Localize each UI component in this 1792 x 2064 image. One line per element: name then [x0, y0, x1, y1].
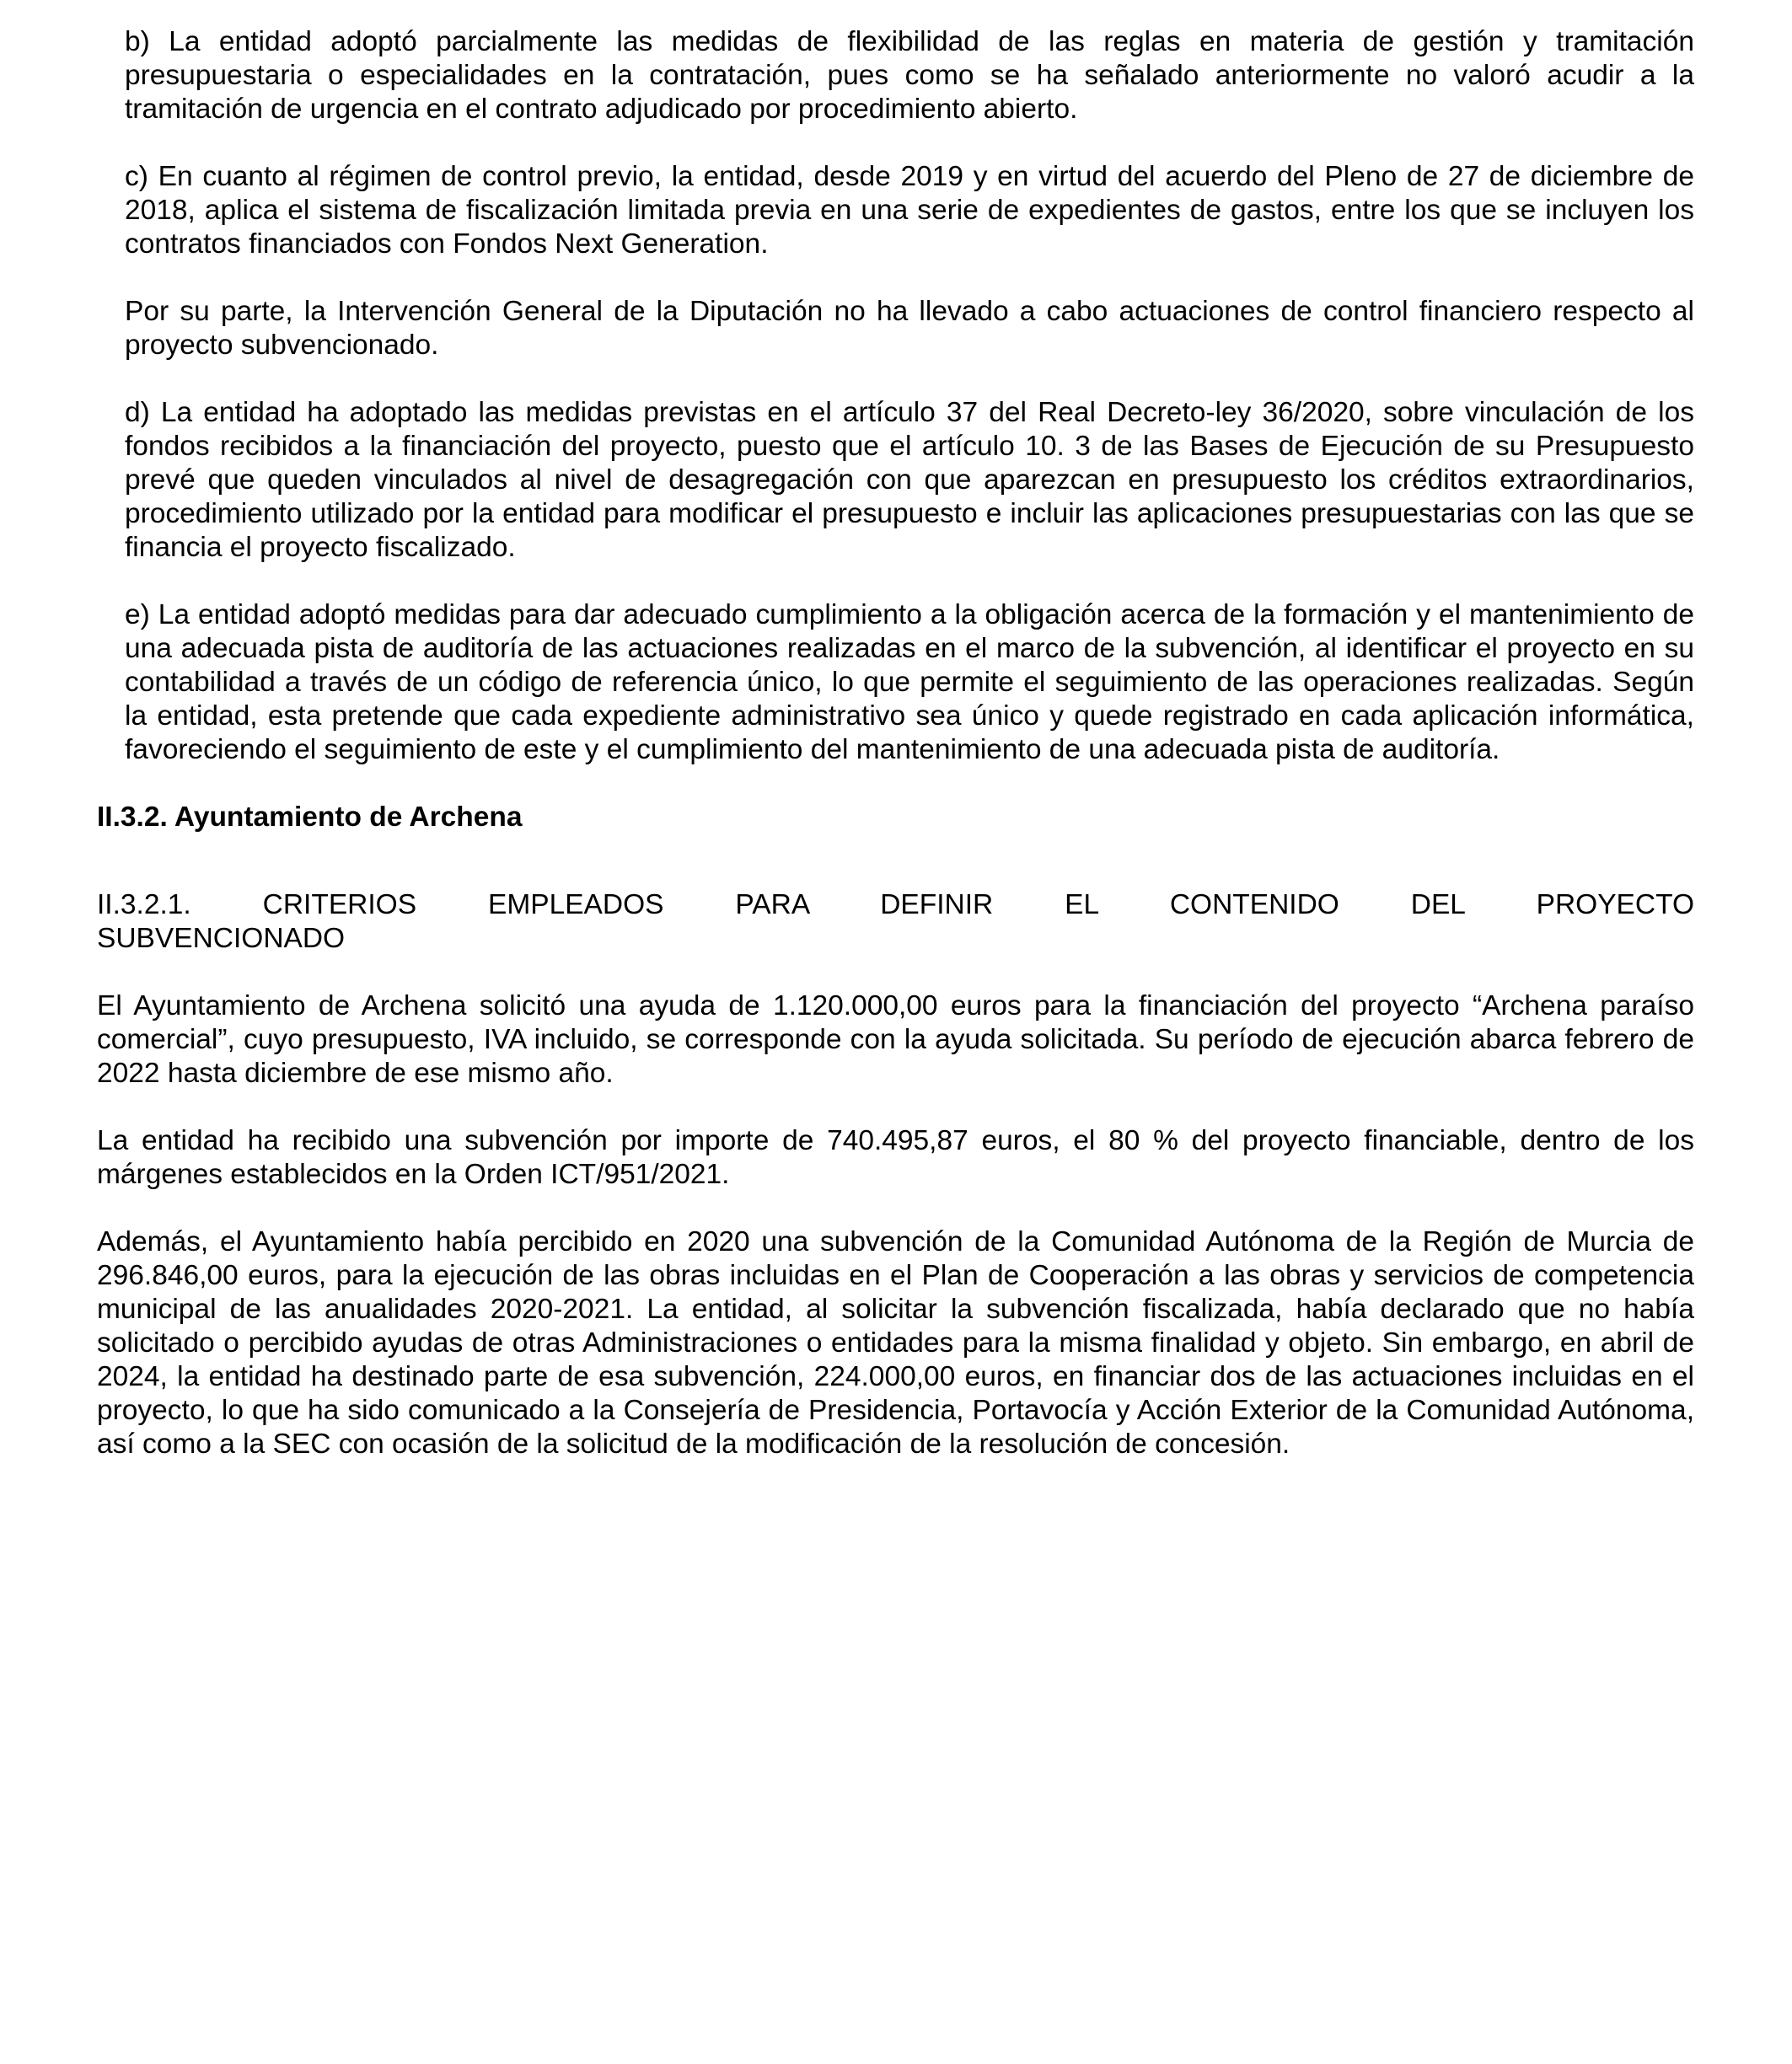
subsection-heading-line-2: SUBVENCIONADO	[97, 923, 346, 954]
finding-paragraph-d: d) La entidad ha adoptado las medidas previstas en el artículo 37 del Real Decreto-ley 36/2020, sobre vinculación de los fondos recibidos a la financiación del proyecto, puesto que el artículo 10. 3 de las Bases de Ejecución de su Presupuesto prevé que queden vinculados al nivel de desagregación con que aparezcan en presupuesto los créditos extraordinarios, procedimiento utilizado por la entidad para modificar el presupuesto e incluir las aplicaciones presupuestarias con las que se financia el proyecto fiscalizado.	[125, 397, 1694, 563]
finding-paragraph-c-continuation: Por su parte, la Intervención General de la Diputación no ha llevado a cabo actuaciones de control financiero respecto al proyecto subvencionado.	[125, 296, 1694, 361]
subsection-heading-line-1: II.3.2.1. CRITERIOS EMPLEADOS PARA DEFINIR EL CONTENIDO DEL PROYECTO	[97, 889, 1694, 920]
finding-paragraph-c: c) En cuanto al régimen de control previo, la entidad, desde 2019 y en virtud del acuerdo del Pleno de 27 de diciembre de 2018, aplica el sistema de fiscalización limitada previa en una serie de expedientes de gastos, entre los que se incluyen los contratos financiados con Fondos Next Generation.	[125, 161, 1694, 260]
section-heading-archena: II.3.2. Ayuntamiento de Archena	[97, 801, 523, 833]
archena-paragraph-grant: La entidad ha recibido una subvención por importe de 740.495,87 euros, el 80 % del proyecto financiable, dentro de los márgenes establecidos en la Orden ICT/951/2021.	[97, 1125, 1694, 1190]
finding-paragraph-b: b) La entidad adoptó parcialmente las medidas de flexibilidad de las reglas en materia de gestión y tramitación presupuestaria o especialidades en la contratación, pues como se ha señalado anteriormente no valoró acudir a la tramitación de urgencia en el contrato adjudicado por procedimiento abierto.	[125, 26, 1694, 125]
archena-paragraph-additional: Además, el Ayuntamiento había percibido en 2020 una subvención de la Comunidad Autónoma de la Región de Murcia de 296.846,00 euros, para la ejecución de las obras incluidas en el Plan de Cooperación a las obras y servicios de competencia municipal de las anualidades 2020-2021. La entidad, al solicitar la subvención fiscalizada, había declarado que no había solicitado o percibido ayudas de otras Administraciones o entidades para la misma finalidad y objeto. Sin embargo, en abril de 2024, la entidad ha destinado parte de esa subvención, 224.000,00 euros, en financiar dos de las actuaciones incluidas en el proyecto, lo que ha sido comunicado a la Consejería de Presidencia, Portavocía y Acción Exterior de la Comunidad Autónoma, así como a la SEC con ocasión de la solicitud de la modificación de la resolución de concesión.	[97, 1226, 1694, 1460]
archena-paragraph-request: El Ayuntamiento de Archena solicitó una ayuda de 1.120.000,00 euros para la financiación del proyecto “Archena paraíso comercial”, cuyo presupuesto, IVA incluido, se corresponde con la ayuda solicitada. Su período de ejecución abarca febrero de 2022 hasta diciembre de ese mismo año.	[97, 990, 1694, 1089]
finding-paragraph-e: e) La entidad adoptó medidas para dar adecuado cumplimiento a la obligación acerca de la formación y el mantenimiento de una adecuada pista de auditoría de las actuaciones realizadas en el marco de la subvención, al identificar el proyecto en su contabilidad a través de un código de referencia único, lo que permite el seguimiento de las operaciones realizadas. Según la entidad, esta pretende que cada expediente administrativo sea único y quede registrado en cada aplicación informática, favoreciendo el seguimiento de este y el cumplimiento del mantenimiento de una adecuada pista de auditoría.	[125, 599, 1694, 765]
subsection-heading-criterios	[97, 888, 1694, 956]
